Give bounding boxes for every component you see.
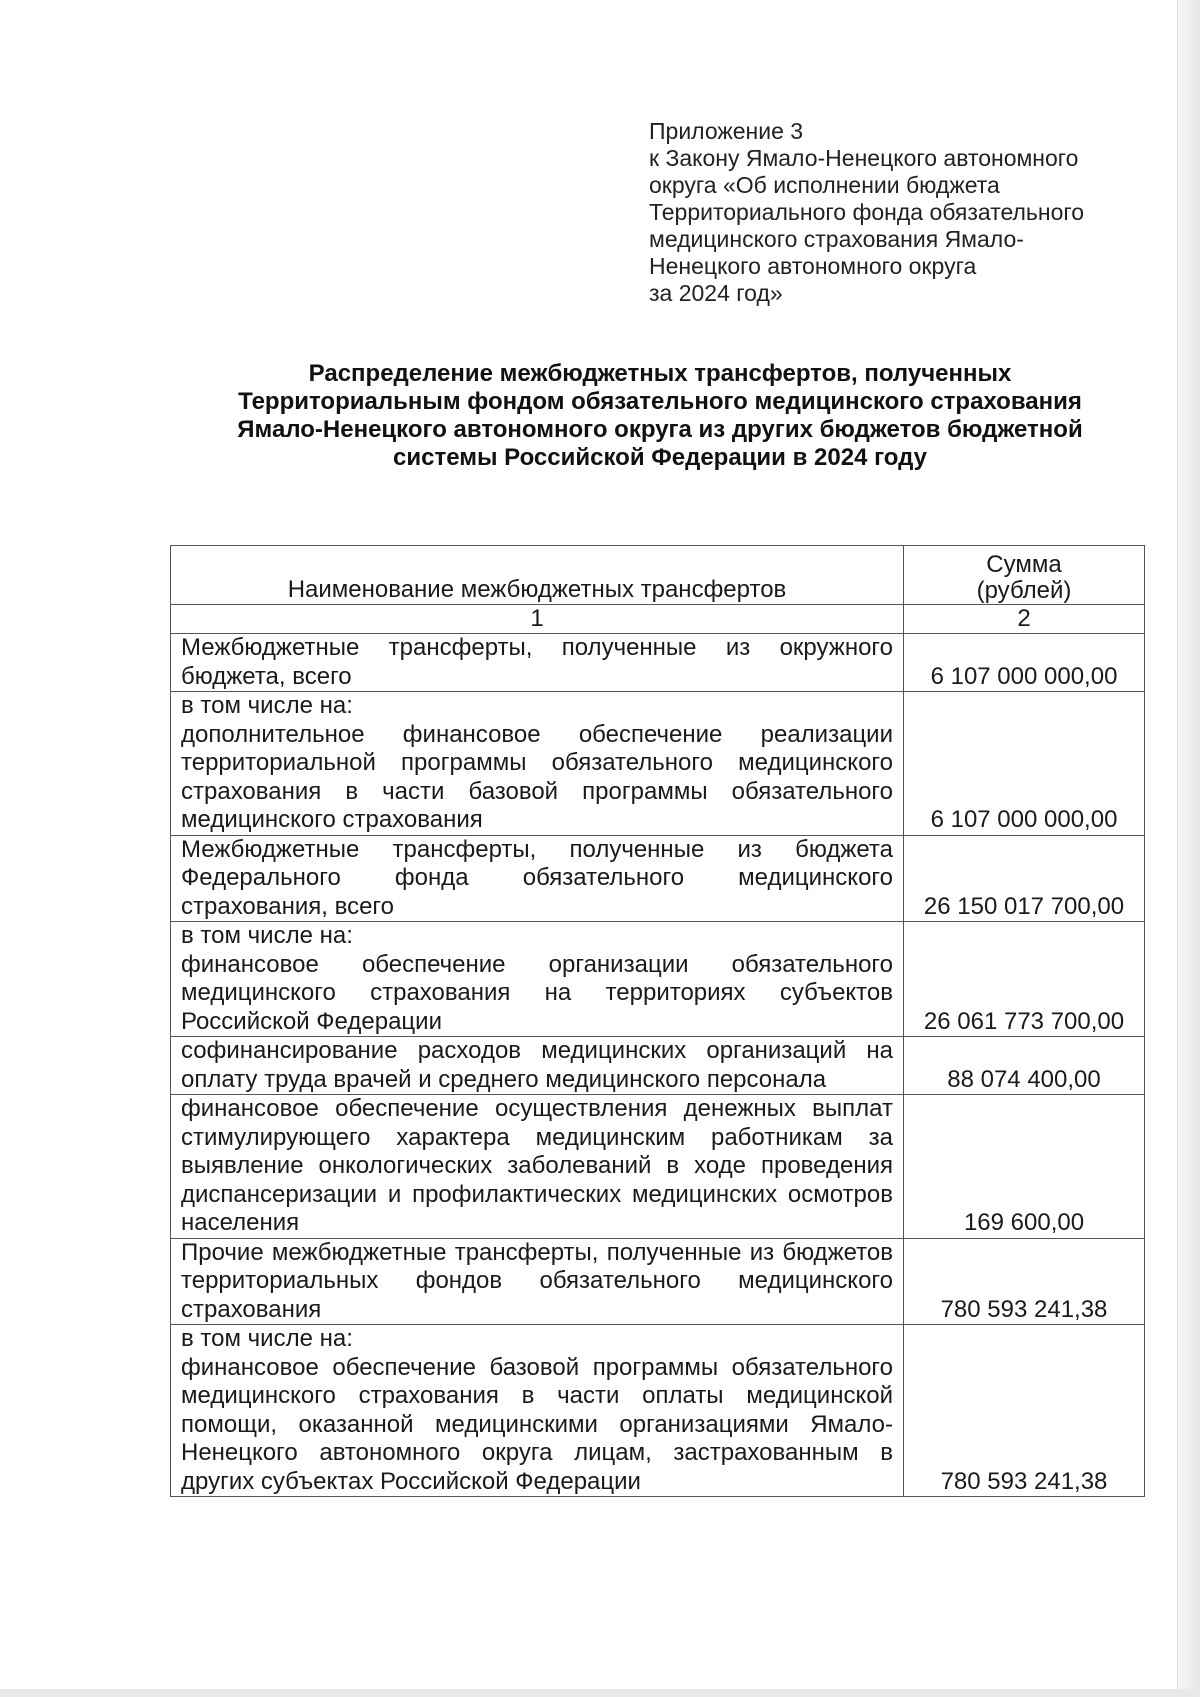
- transfer-amount: 26 150 017 700,00: [904, 835, 1145, 922]
- row-text: Межбюджетные трансферты, полученные из бюджета Федерального фонда обязательного медицинского страхования, всего: [181, 835, 893, 920]
- table-row: [171, 692, 1145, 836]
- row-text: финансовое обеспечение осуществления денежных выплат стимулирующего характера медицинским работникам за выявление онкологических заболеваний в ходе проведения диспансеризации и профилактических медицинских осмотров населения: [181, 1095, 893, 1236]
- appendix-line: Территориального фонда обязательного: [649, 199, 1085, 225]
- transfer-name: [171, 692, 904, 836]
- header-name: Наименование межбюджетных трансфертов: [171, 546, 904, 605]
- transfer-name: [171, 835, 904, 922]
- transfer-amount: 6 107 000 000,00: [904, 692, 1145, 836]
- column-number-row: [171, 605, 1145, 634]
- title-line: Распределение межбюджетных трансфертов, полученных: [308, 360, 1012, 387]
- row-text: финансовое обеспечение организации обязательного медицинского страхования на территориях субъектов Российской Федерации: [181, 950, 893, 1035]
- page-bottom-edge: [0, 1689, 1200, 1697]
- transfer-name: [171, 634, 904, 692]
- header-sum: [904, 546, 1145, 605]
- row-text: Межбюджетные трансферты, полученные из окружного бюджета, всего: [181, 634, 893, 690]
- table-row: [171, 835, 1145, 922]
- title-line: Ямало-Ненецкого автономного округа из других бюджетов бюджетной: [237, 416, 1083, 443]
- row-intro: в том числе на:: [181, 922, 353, 949]
- transfer-name: [171, 1325, 904, 1497]
- transfer-amount: 169 600,00: [904, 1095, 1145, 1239]
- transfer-amount: 88 074 400,00: [904, 1037, 1145, 1095]
- page-edge: [1177, 0, 1200, 1697]
- transfer-name: [171, 1238, 904, 1325]
- appendix-line: округа «Об исполнении бюджета: [649, 172, 1000, 198]
- table-header-row: [171, 546, 1145, 605]
- appendix-line: за 2024 год»: [649, 280, 783, 306]
- column-number: 2: [904, 605, 1145, 634]
- appendix-line: Ненецкого автономного округа: [649, 253, 977, 279]
- transfer-name: [171, 1095, 904, 1239]
- transfer-name: [171, 922, 904, 1037]
- row-text: дополнительное финансовое обеспечение реализации территориальной программы обязательного медицинского страхования в части базовой программы обязательного медицинского страхования: [181, 720, 893, 833]
- row-intro: в том числе на:: [181, 692, 353, 719]
- appendix-line: Приложение 3: [649, 118, 804, 144]
- transfer-amount: 6 107 000 000,00: [904, 634, 1145, 692]
- row-text: Прочие межбюджетные трансферты, полученные из бюджетов территориальных фондов обязательного медицинского страхования: [181, 1238, 893, 1323]
- transfer-amount: 26 061 773 700,00: [904, 922, 1145, 1037]
- row-text: софинансирование расходов медицинских организаций на оплату труда врачей и среднего медицинского персонала: [181, 1037, 893, 1093]
- header-sum-line: Сумма: [986, 551, 1062, 578]
- table-row: [171, 1238, 1145, 1325]
- appendix-note: [649, 118, 1119, 307]
- title-line: Территориальным фондом обязательного медицинского страхования: [238, 388, 1082, 415]
- table-row: [171, 634, 1145, 692]
- table-row: [171, 1095, 1145, 1239]
- row-text: финансовое обеспечение базовой программы обязательного медицинского страхования в части оплаты медицинской помощи, оказанной медицинскими организациями Ямало-Ненецкого автономного округа лицам, застрахованным в других субъектах Российской Федерации: [181, 1353, 893, 1495]
- transfer-amount: 780 593 241,38: [904, 1325, 1145, 1497]
- table-row: [171, 1037, 1145, 1095]
- transfers-table: [170, 545, 1145, 1497]
- table-row: [171, 1325, 1145, 1497]
- transfer-name: [171, 1037, 904, 1095]
- column-number: 1: [171, 605, 904, 634]
- appendix-line: к Закону Ямало-Ненецкого автономного: [649, 145, 1079, 171]
- transfer-amount: 780 593 241,38: [904, 1238, 1145, 1325]
- table-body: [171, 634, 1145, 1497]
- appendix-line: медицинского страхования Ямало-: [649, 226, 1024, 252]
- document-title: [170, 360, 1150, 472]
- row-intro: в том числе на:: [181, 1325, 353, 1352]
- header-sum-unit: (рублей): [976, 577, 1072, 604]
- table-row: [171, 922, 1145, 1037]
- title-line: системы Российской Федерации в 2024 году: [393, 444, 927, 471]
